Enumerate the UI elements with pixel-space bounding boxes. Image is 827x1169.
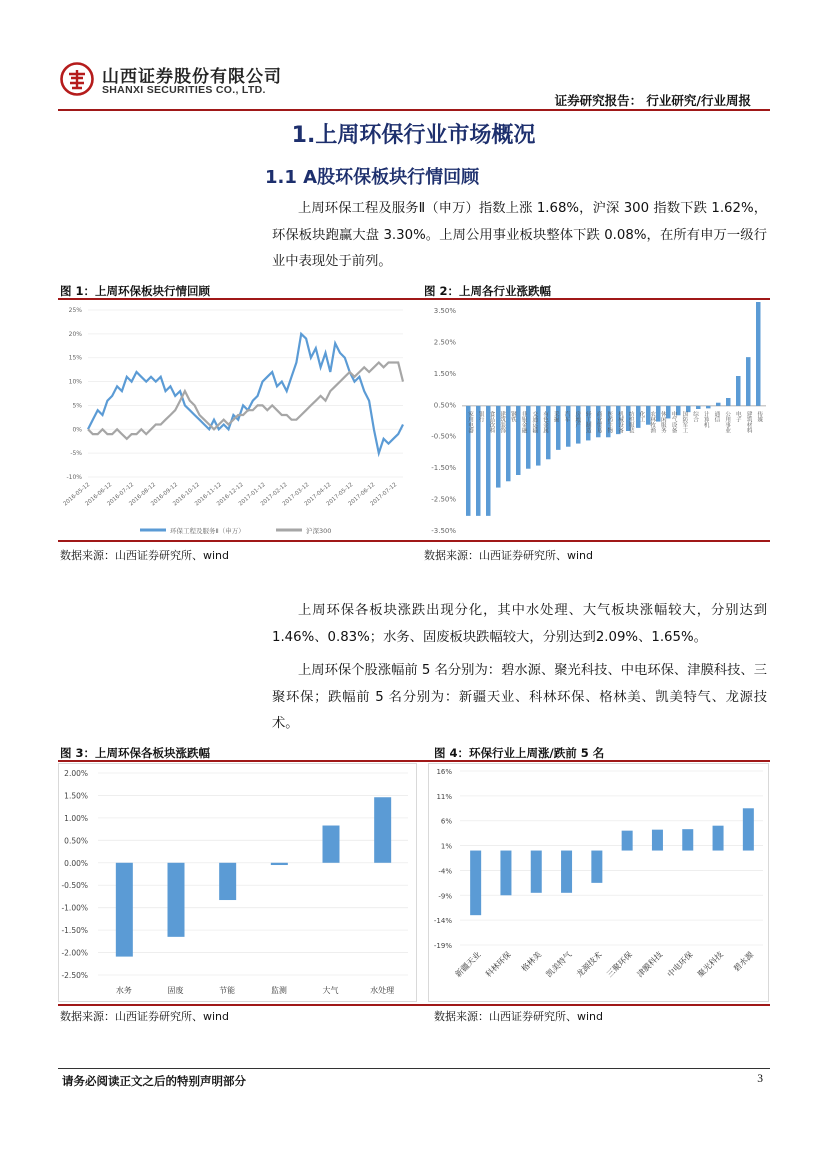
y-tick-label: 1.00% — [64, 813, 88, 823]
x-tick-label: 2017-02-12 — [259, 481, 289, 508]
x-category-label: 建筑材料 — [745, 410, 752, 434]
figure-row-1-top-rule — [58, 298, 770, 300]
company-name-en: SHANXI SECURITIES CO., LTD. — [102, 84, 266, 96]
footer-rule — [58, 1068, 770, 1069]
figure-4-title: 图 4：环保行业上周涨/跌前 5 名 — [434, 746, 605, 760]
y-tick-label: 1% — [440, 842, 452, 851]
x-category-label: 水处理 — [370, 986, 395, 995]
bar-industry — [676, 406, 681, 415]
x-tick-label: 2016-11-12 — [194, 481, 223, 508]
figure-row-2-bottom-rule — [58, 1004, 770, 1006]
figure-4-bar-chart — [428, 763, 770, 1003]
x-category-label: 综合 — [692, 410, 698, 423]
bar-sector — [219, 863, 236, 900]
x-category-label: 国防军工 — [681, 410, 688, 434]
y-tick-label: -2.50% — [431, 495, 456, 504]
x-category-label: 中电环保 — [665, 950, 695, 980]
x-category-label: 房地产 — [574, 410, 581, 428]
x-category-label: 有色金属 — [542, 410, 548, 434]
x-category-label: 纺织服装 — [627, 410, 634, 434]
y-tick-label: -9% — [438, 892, 452, 901]
legend-label-hs300: 沪深300 — [306, 527, 332, 535]
x-tick-label: 2017-05-12 — [325, 481, 355, 508]
x-category-label: 公用事业 — [724, 410, 731, 434]
y-tick-label: 2.50% — [433, 338, 456, 347]
y-tick-label: 10% — [68, 378, 82, 386]
x-tick-label: 2017-03-12 — [281, 481, 311, 508]
x-category-label: 医药生物 — [606, 410, 613, 434]
bar-stock — [713, 826, 724, 851]
x-tick-label: 2016-07-12 — [106, 481, 136, 508]
company-logo — [60, 62, 94, 96]
subsection-title: 1.1 A股环保板块行情回顾 — [265, 167, 480, 188]
y-tick-label: -2.50% — [61, 971, 88, 980]
bar-stock — [531, 851, 542, 893]
y-tick-label: 5% — [72, 402, 82, 410]
bar-stock — [591, 851, 602, 883]
bar-sector — [374, 797, 391, 863]
bar-industry — [736, 376, 741, 406]
figure-3-source: 数据来源：山西证券研究所、wind — [60, 1010, 230, 1023]
figure-2-title: 图 2：上周各行业涨跌幅 — [424, 284, 552, 298]
y-tick-label: 1.50% — [64, 791, 88, 801]
x-tick-label: 2017-01-12 — [237, 481, 267, 508]
bar-sector — [271, 863, 288, 865]
bar-stock — [622, 831, 633, 851]
x-tick-label: 2016-08-12 — [128, 481, 158, 508]
x-category-label: 农林牧渔 — [649, 410, 656, 434]
bar-industry — [706, 406, 711, 409]
x-tick-label: 2016-06-12 — [84, 481, 114, 508]
x-category-label: 新疆天业 — [453, 950, 483, 980]
x-category-label: 化工 — [638, 410, 645, 423]
x-category-label: 凯美特气 — [544, 950, 574, 980]
paragraph-market-overview: 上周环保工程及服务Ⅱ（申万）指数上涨 1.68%，沪深 300 指数下跌 1.62%，环保板块跑赢大盘 3.30%。上周公用事业板块整体下跌 0.08%，在所有申万一级行业中表现处于前列。 — [272, 201, 767, 269]
x-category-label: 休闲服务 — [659, 410, 666, 434]
y-tick-label: -1.50% — [431, 464, 456, 473]
x-tick-label: 2016-09-12 — [150, 481, 179, 508]
bar-sector — [323, 826, 340, 863]
y-tick-label: 16% — [436, 768, 452, 776]
x-category-label: 计算机 — [702, 410, 709, 428]
chart-legend — [140, 526, 331, 535]
bar-industry — [696, 406, 701, 409]
bar-industry — [726, 398, 731, 406]
x-category-label: 水务 — [115, 986, 132, 995]
x-category-label: 节能 — [219, 986, 236, 995]
bar-industry — [746, 357, 751, 406]
x-category-label: 三聚环保 — [605, 950, 635, 980]
footer-disclaimer: 请务必阅读正文之后的特别声明部分 — [62, 1074, 246, 1088]
y-tick-label: -2.00% — [61, 948, 88, 958]
y-tick-label: -3.50% — [431, 527, 456, 535]
y-tick-label: 0% — [72, 426, 82, 434]
page-number: 3 — [757, 1073, 763, 1085]
bar-stock — [652, 830, 663, 851]
x-category-label: 汽车 — [563, 410, 570, 423]
bar-stock — [561, 851, 572, 893]
x-category-label: 碧水源 — [731, 950, 756, 974]
x-category-label: 建筑装饰 — [499, 410, 506, 434]
y-tick-label: -4% — [438, 867, 452, 876]
x-category-label: 传媒 — [756, 410, 763, 423]
bar-industry — [716, 403, 721, 406]
y-tick-label: 11% — [436, 792, 452, 801]
x-category-label: 聚光科技 — [695, 950, 725, 980]
y-tick-label: 0.50% — [433, 401, 456, 410]
figure-2-source: 数据来源：山西证券研究所、wind — [424, 549, 594, 562]
bar-sector — [116, 863, 133, 957]
paragraph-top-stocks: 上周环保个股涨幅前 5 名分别为：碧水源、聚光科技、中电环保、津膜科技、三聚环保；跌幅前 5 名分别为：新疆天业、科林环保、格林美、凯美特气、龙源技术。 — [272, 663, 768, 731]
y-tick-label: 6% — [440, 817, 452, 826]
bar-stock — [500, 851, 511, 896]
y-tick-label: -10% — [66, 474, 82, 481]
figure-4-source: 数据来源：山西证券研究所、wind — [434, 1010, 604, 1023]
y-tick-label: 0.00% — [64, 858, 88, 868]
legend-label-environmental-index: 环保工程及服务Ⅱ（申万） — [170, 527, 245, 535]
x-tick-label: 2017-06-12 — [347, 481, 377, 508]
y-tick-label: -0.50% — [431, 432, 456, 441]
header-rule — [58, 109, 770, 111]
figure-3-bar-chart — [58, 763, 418, 1003]
y-tick-label: 15% — [68, 354, 82, 362]
x-category-label: 格林美 — [519, 950, 544, 974]
figure-3-title: 图 3：上周环保各板块涨跌幅 — [60, 746, 211, 760]
x-tick-label: 2017-04-12 — [303, 481, 333, 508]
bar-stock — [470, 851, 481, 916]
figure-row-1-bottom-rule — [58, 540, 770, 542]
figure-1-line-chart — [58, 302, 408, 540]
y-tick-label: 3.50% — [433, 307, 456, 315]
x-category-label: 轻工制造 — [584, 410, 591, 434]
section-title: 1.上周环保行业市场概况 — [291, 123, 536, 148]
y-tick-label: 20% — [68, 330, 82, 338]
bar-industry — [756, 302, 761, 406]
x-category-label: 机械设备 — [617, 410, 623, 434]
x-category-label: 通信 — [713, 410, 720, 423]
x-category-label: 津膜科技 — [635, 950, 665, 980]
series-line-environmental-index — [88, 334, 403, 453]
y-tick-label: -14% — [433, 917, 452, 926]
y-tick-label: -1.50% — [61, 926, 88, 936]
y-tick-label: -1.00% — [61, 903, 88, 913]
x-tick-label: 2016-10-12 — [172, 481, 201, 508]
x-tick-label: 2016-05-12 — [62, 481, 92, 508]
x-category-label: 电子 — [734, 410, 741, 423]
x-category-label: 银行 — [477, 410, 484, 423]
x-tick-label: 2017-07-12 — [369, 481, 399, 508]
figure-row-2-top-rule — [58, 760, 770, 762]
y-tick-label: 0.50% — [64, 836, 88, 846]
y-tick-label: -5% — [70, 450, 82, 458]
x-category-label: 电气设备 — [670, 410, 677, 434]
x-category-label: 大气 — [322, 986, 339, 995]
x-category-label: 钢铁 — [509, 410, 516, 423]
bar-stock — [743, 808, 754, 850]
x-category-label: 固废 — [167, 986, 184, 995]
y-tick-label: -0.50% — [61, 881, 88, 891]
bar-stock — [682, 829, 693, 850]
figure-1-source: 数据来源：山西证券研究所、wind — [60, 549, 230, 562]
x-category-label: 家用电器 — [467, 410, 473, 434]
x-category-label: 交通运输 — [531, 410, 538, 434]
y-tick-label: 25% — [68, 307, 82, 314]
company-name-cn: 山西证券股份有限公司 — [102, 67, 282, 87]
x-category-label: 非银金融 — [520, 410, 527, 434]
x-category-label: 采掘 — [552, 410, 559, 423]
bar-sector — [168, 863, 185, 937]
paragraph-sector-performance: 上周环保各板块涨跌出现分化，其中水处理、大气板块涨幅较大，分别达到1.46%、0.83%；水务、固废板块跌幅较大，分别达到2.09%、1.65%。 — [272, 603, 767, 645]
x-tick-label: 2016-12-12 — [216, 481, 245, 508]
y-tick-label: 2.00% — [64, 769, 88, 778]
report-type: 证券研究报告： 行业研究/行业周报 — [554, 93, 751, 108]
y-tick-label: -19% — [433, 942, 452, 950]
x-category-label: 商业贸易 — [595, 410, 602, 434]
x-category-label: 监测 — [270, 986, 287, 995]
x-category-label: 食品饮料 — [488, 410, 495, 434]
y-tick-label: 1.50% — [433, 369, 456, 378]
bar-industry — [526, 406, 531, 469]
figure-1-title: 图 1：上周环保板块行情回顾 — [60, 284, 211, 298]
x-category-label: 龙源技术 — [574, 950, 604, 980]
x-category-label: 科林环保 — [483, 950, 513, 980]
bar-industry — [476, 406, 481, 516]
figure-2-bar-chart — [418, 302, 770, 538]
